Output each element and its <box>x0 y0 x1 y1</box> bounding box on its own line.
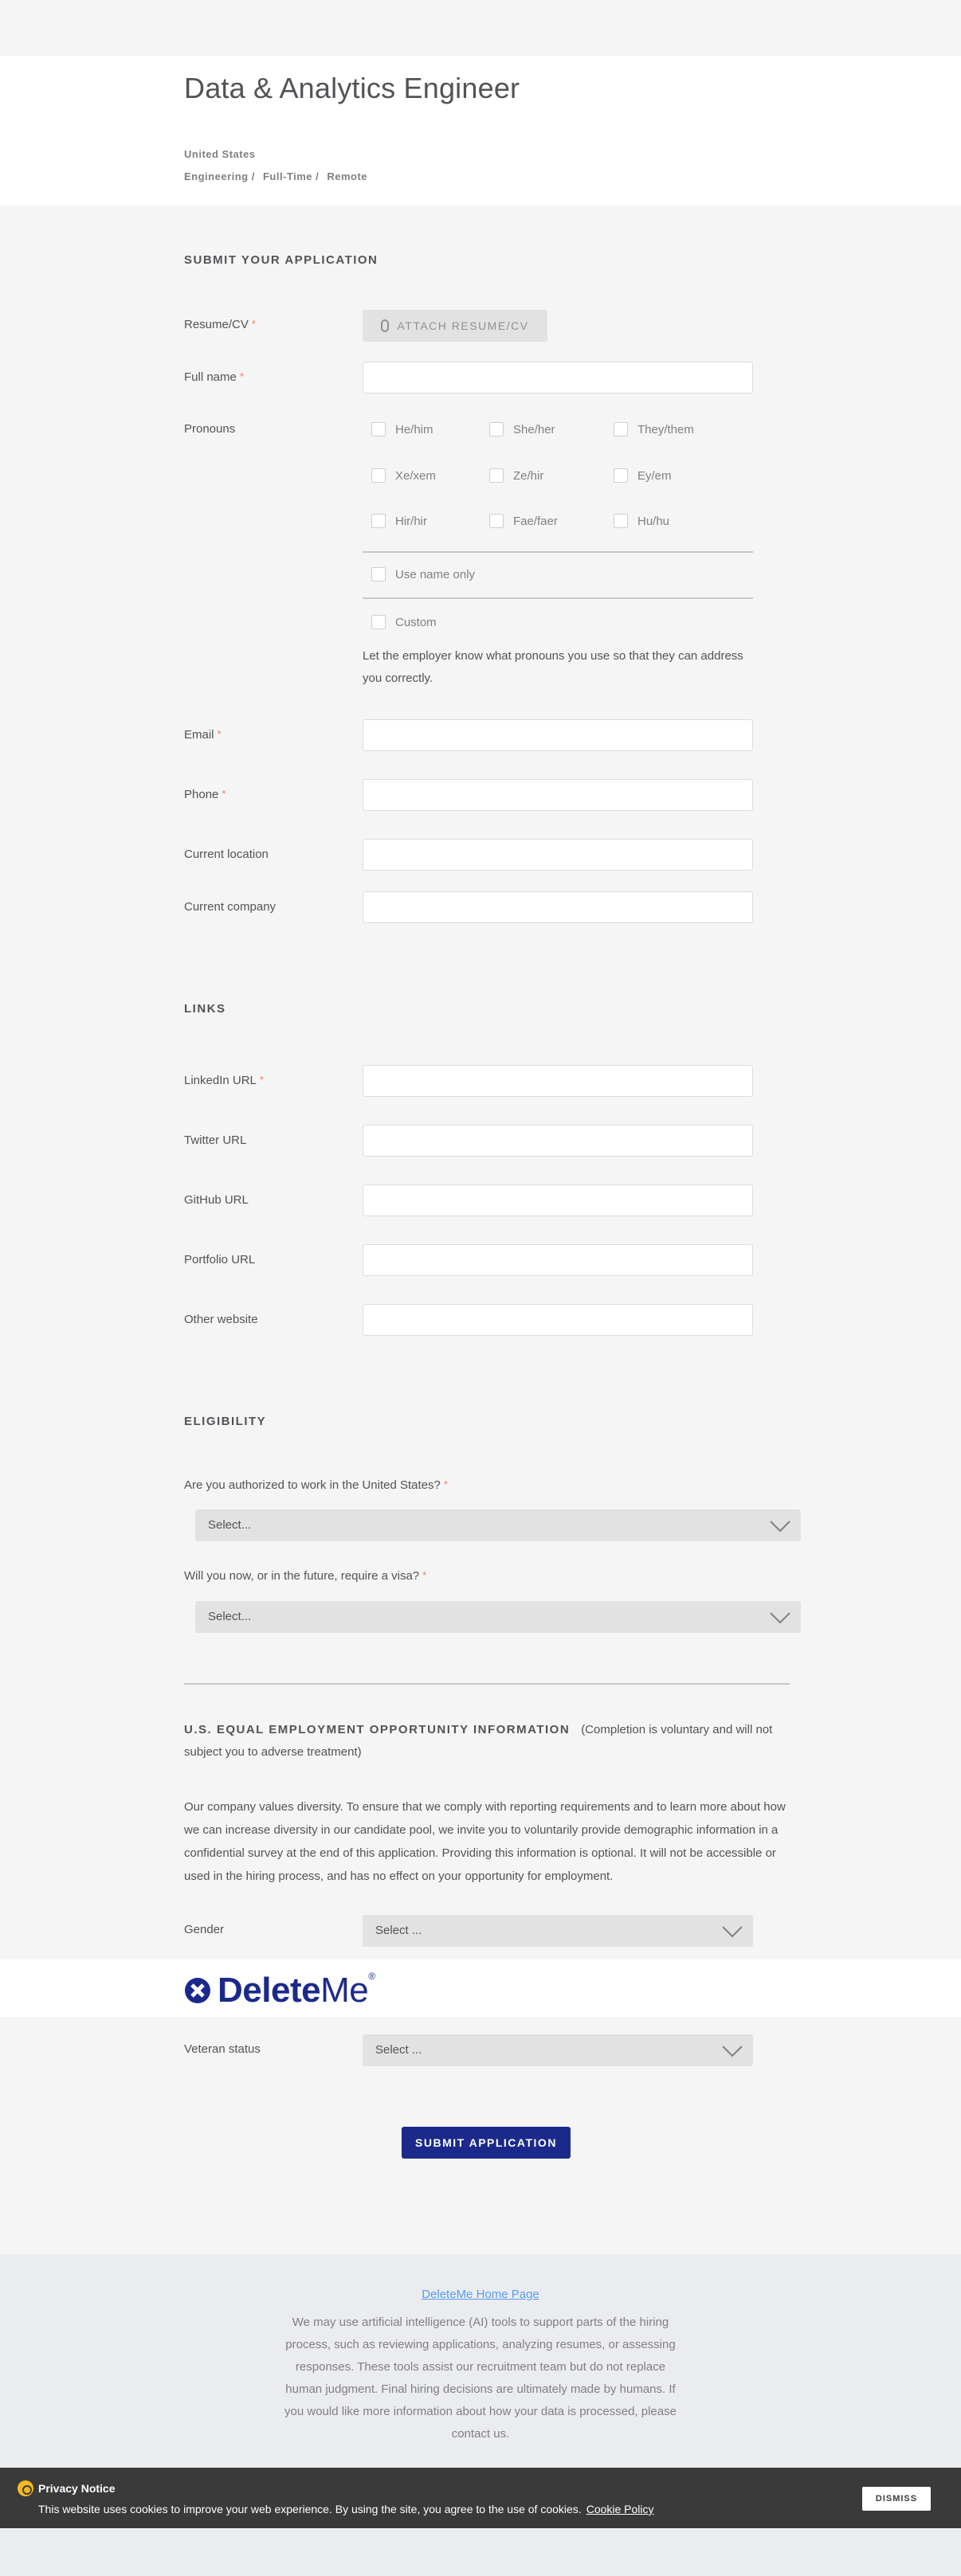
checkbox[interactable] <box>489 468 504 483</box>
job-categories <box>184 170 372 182</box>
veteran-status-select[interactable]: Select ... <box>363 2034 753 2066</box>
eeo-description: Our company values diversity. To ensure that we comply with reporting requirements and to learn more about how we can increase diversity in our candidate pool, we invite you to voluntarily provide demographic information in a confidential survey at the end of this application. Providing this information is optional. It will not be accessible or used in the hiring process, and has no effect on your opportunity for employment. <box>184 1800 786 1883</box>
checkbox[interactable] <box>371 615 386 629</box>
pronouns-label: Pronouns <box>184 422 236 436</box>
checkbox[interactable] <box>371 468 386 483</box>
cookie-title: Privacy Notice <box>38 2482 116 2495</box>
cookie-banner <box>0 2468 961 2528</box>
email-label: Email * <box>184 728 222 742</box>
section-title-eligibility: ELIGIBILITY <box>184 1415 267 1428</box>
pronouns-helper-text: Let the employer know what pronouns you use so that they can address you correctly. <box>363 649 743 685</box>
submit-application-button[interactable]: SUBMIT APPLICATION <box>402 2127 571 2159</box>
linkedin-label: LinkedIn URL * <box>184 1074 264 1087</box>
pronoun-option-use-name-only[interactable]: Use name only <box>371 567 475 581</box>
chevron-down-icon <box>769 1607 791 1627</box>
linkedin-input[interactable] <box>363 1065 753 1097</box>
pronoun-divider <box>363 597 753 599</box>
pronoun-option-hir-hir[interactable]: Hir/hir <box>371 514 427 528</box>
dismiss-button[interactable]: DISMISS <box>862 2487 931 2511</box>
portfolio-label: Portfolio URL <box>184 1253 256 1266</box>
category-workplace: Remote <box>327 170 368 182</box>
home-page-link[interactable]: DeleteMe Home Page <box>422 2288 539 2301</box>
attach-resume-button[interactable]: ATTACH RESUME/CV <box>363 310 547 342</box>
checkbox[interactable] <box>489 422 504 437</box>
email-input[interactable] <box>363 719 753 751</box>
other-website-label: Other website <box>184 1313 258 1326</box>
pronoun-option-xe-xem[interactable]: Xe/xem <box>371 468 436 483</box>
pronoun-option-hu-hu[interactable]: Hu/hu <box>614 514 669 528</box>
chevron-down-icon <box>721 1921 743 1940</box>
job-location: United States <box>184 148 256 160</box>
work-authorization-select[interactable]: Select... <box>195 1509 801 1541</box>
other-website-input[interactable] <box>363 1304 753 1336</box>
chevron-down-icon <box>769 1516 791 1535</box>
pronoun-option-fae-faer[interactable]: Fae/faer <box>489 514 558 528</box>
current-location-input[interactable] <box>363 839 753 871</box>
phone-label: Phone * <box>184 788 226 801</box>
pronoun-option-ze-hir[interactable]: Ze/hir <box>489 468 543 483</box>
job-header <box>0 56 961 206</box>
resume-label: Resume/CV * <box>184 318 256 331</box>
deleteme-x-icon <box>184 1977 211 2004</box>
section-title-links: LINKS <box>184 1002 226 1016</box>
checkbox[interactable] <box>614 422 628 437</box>
company-logo <box>184 1971 375 2010</box>
pronoun-option-they-them[interactable]: They/them <box>614 422 694 437</box>
category-commitment: Full-Time / <box>262 170 320 182</box>
pronoun-option-he-him[interactable]: He/him <box>371 422 433 437</box>
current-company-input[interactable] <box>363 891 753 923</box>
work-authorization-question: Are you authorized to work in the United States? * <box>184 1478 448 1492</box>
twitter-label: Twitter URL <box>184 1133 247 1147</box>
paperclip-icon <box>381 319 389 332</box>
checkbox[interactable] <box>614 514 628 528</box>
section-divider <box>184 1683 790 1685</box>
cookie-policy-link[interactable]: Cookie Policy <box>586 2503 654 2515</box>
chevron-down-icon <box>721 2041 743 2060</box>
full-name-input[interactable] <box>363 362 753 393</box>
veteran-status-label: Veteran status <box>184 2042 261 2056</box>
page-title: Data & Analytics Engineer <box>184 72 520 104</box>
github-input[interactable] <box>363 1184 753 1216</box>
pronoun-divider <box>363 551 753 553</box>
ai-disclaimer: We may use artificial intelligence (AI) tools to support parts of the hiring process, such as reviewing applications, analyzing resumes, or assessing responses. These tools assist our recruitment team but do not replace human judgment. Final hiring decisions are ultimately made by humans. If you would like more information about how your data is processed, please contact us. <box>284 2316 677 2441</box>
gender-label: Gender <box>184 1923 225 1936</box>
visa-question: Will you now, or in the future, require a visa? * <box>184 1569 427 1583</box>
pronoun-option-ey-em[interactable]: Ey/em <box>614 468 672 483</box>
checkbox[interactable] <box>614 468 628 483</box>
checkbox[interactable] <box>371 422 386 437</box>
pronoun-option-she-her[interactable]: She/her <box>489 422 555 437</box>
cookie-icon <box>18 2480 33 2496</box>
portfolio-input[interactable] <box>363 1244 753 1276</box>
checkbox[interactable] <box>489 514 504 528</box>
category-team: Engineering / <box>184 170 255 182</box>
full-name-label: Full name * <box>184 370 244 384</box>
top-band <box>0 0 961 56</box>
current-company-label: Current company <box>184 900 277 914</box>
current-location-label: Current location <box>184 848 269 861</box>
gender-select[interactable]: Select ... <box>363 1915 753 1947</box>
eeo-heading: U.S. EQUAL EMPLOYMENT OPPORTUNITY INFORMATION (Completion is voluntary and will not subject you to adverse treatment) <box>184 1723 773 1759</box>
pronoun-option-custom[interactable]: Custom <box>371 615 437 629</box>
logo-band <box>0 1959 961 2017</box>
section-title-application: SUBMIT YOUR APPLICATION <box>184 253 379 267</box>
twitter-input[interactable] <box>363 1125 753 1157</box>
github-label: GitHub URL <box>184 1193 249 1207</box>
cookie-message: This website uses cookies to improve your web experience. By using the site, you agree to the use of cookies. Cookie Policy <box>38 2503 654 2515</box>
checkbox[interactable] <box>371 567 386 581</box>
logo-wordmark: DeleteMe® <box>218 1971 375 2010</box>
visa-select[interactable]: Select... <box>195 1601 801 1633</box>
phone-input[interactable] <box>363 779 753 811</box>
checkbox[interactable] <box>371 514 386 528</box>
